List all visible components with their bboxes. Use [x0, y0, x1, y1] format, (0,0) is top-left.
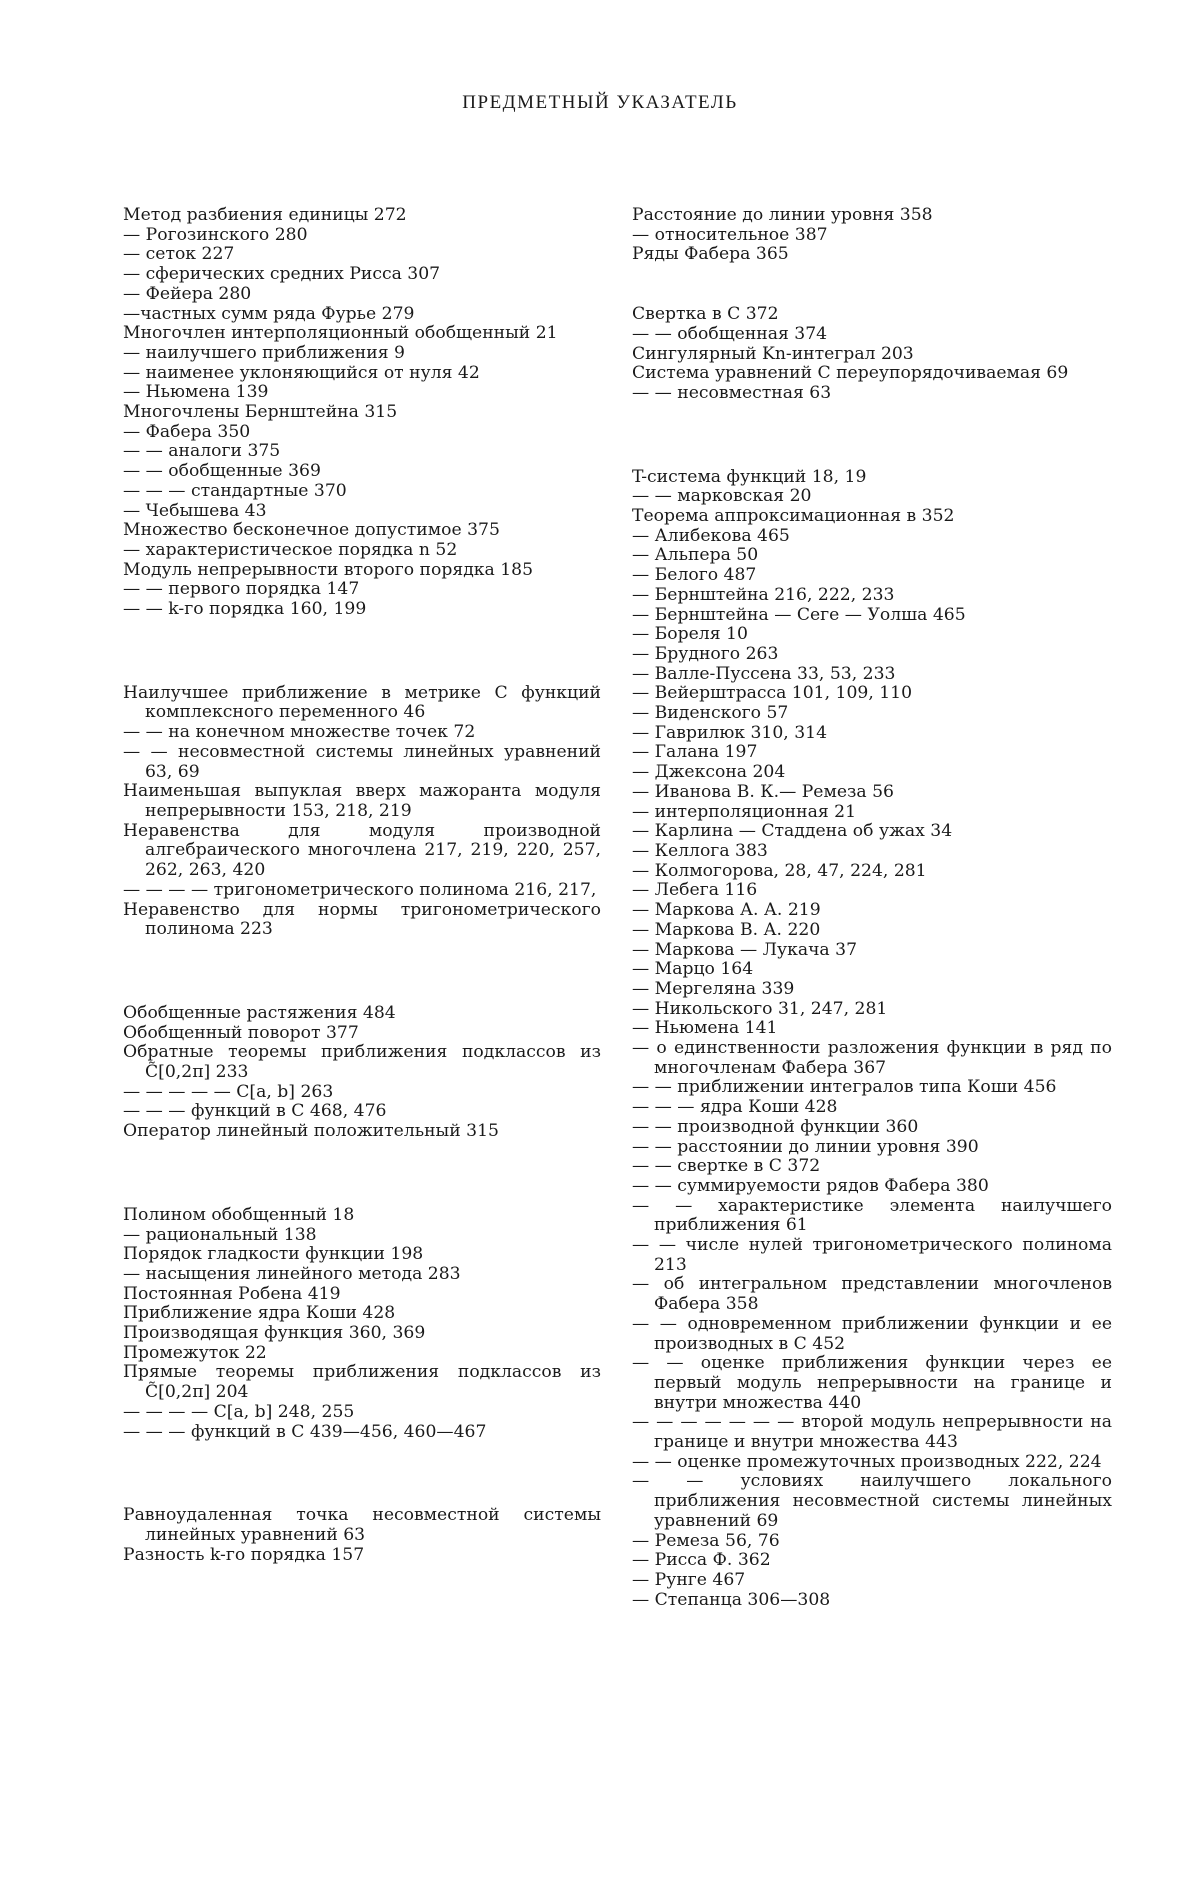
index-entry: — — — функций в C 439—456, 460—467: [123, 1421, 487, 1442]
index-entry: — Джексона 204: [632, 762, 786, 783]
index-entry: — — характеристике элемента наилучшего приближения 61: [632, 1195, 1112, 1236]
index-entry: — Белого 487: [632, 565, 757, 586]
index-entry: — — числе нулей тригонометрического полинома 213: [632, 1235, 1112, 1275]
index-entry: — Ремеза 56, 76: [632, 1530, 780, 1551]
index-entry: Неравенство для нормы тригонометрического полинома 223: [123, 899, 601, 940]
index-entry: — Вейерштрасса 101, 109, 110: [632, 683, 913, 704]
index-entry: — Марцо 164: [632, 959, 754, 980]
index-column-right: [632, 206, 1112, 1674]
index-entry: T-система функций 18, 19: [632, 466, 867, 487]
index-entry: — — приближении интегралов типа Коши 456: [632, 1077, 1057, 1098]
index-entry: — — одновременном приближении функции и ее производных в C 452: [632, 1313, 1112, 1354]
index-entry: — о единственности разложения функции в ряд по многочленам Фабера 367: [632, 1038, 1112, 1078]
index-group-r2: [632, 206, 1112, 265]
index-entry: — Галана 197: [632, 742, 758, 763]
index-entry: — об интегральном представлении многочленов Фабера 358: [632, 1274, 1112, 1315]
index-entry: — Альпера 50: [632, 545, 759, 566]
index-entry: — Чебышева 43: [123, 500, 267, 521]
index-entry: — Гаврилюк 310, 314: [632, 722, 828, 743]
index-entry: — Брудного 263: [632, 643, 779, 664]
index-entry: — Лебега 116: [632, 880, 758, 901]
index-entry: — Рогозинского 280: [123, 224, 308, 245]
index-entry: — — обобщенные 369: [123, 461, 321, 482]
index-entry: Система уравнений C переупорядочиваемая 69: [632, 363, 1069, 384]
index-entry: Наименьшая выпуклая вверх мажоранта модуля непрерывности 153, 218, 219: [123, 781, 601, 821]
index-entry: — насыщения линейного метода 283: [123, 1263, 461, 1284]
index-entry: — Бореля 10: [632, 624, 748, 645]
index-entry: — Келлога 383: [632, 840, 768, 861]
index-entry: Модуль непрерывности второго порядка 185: [123, 559, 534, 580]
index-entry: Наилучшее приближение в метрике C функций комплексного переменного 46: [123, 682, 601, 723]
index-entry: — — — стандартные 370: [123, 480, 347, 501]
index-entry: Постоянная Робена 419: [123, 1283, 341, 1304]
index-entry: Расстояние до линии уровня 358: [632, 205, 933, 225]
index-group-r: [123, 1506, 601, 1565]
index-group-m: [123, 206, 601, 620]
index-entry: — Алибекова 465: [632, 525, 790, 546]
index-entry: Оператор линейный положительный 315: [123, 1121, 499, 1142]
index-entry: Свертка в C 372: [632, 304, 779, 325]
index-entry: — относительное 387: [632, 224, 828, 245]
index-entry: Обратные теоремы приближения подклассов из C̃[0,2π] 233: [123, 1042, 601, 1083]
index-entry: Сингулярный Kn-интеграл 203: [632, 343, 914, 364]
index-entry: — Мергеляна 339: [632, 978, 795, 999]
index-entry: Производящая функция 360, 369: [123, 1323, 426, 1344]
index-entry: — Валле-Пуссена 33, 53, 233: [632, 663, 896, 684]
index-entry: — Фейера 280: [123, 283, 252, 304]
index-group-s: [632, 305, 1112, 404]
index-entry: — наименее уклоняющийся от нуля 42: [123, 362, 480, 383]
index-entry: — — — — — C[a, b] 263: [123, 1081, 334, 1102]
index-entry: — Бернштейна 216, 222, 233: [632, 584, 895, 605]
index-entry: — — — функций в C 468, 476: [123, 1101, 387, 1122]
index-entry: — — обобщенная 374: [632, 323, 828, 344]
index-entry: — — — ядра Коши 428: [632, 1097, 838, 1118]
index-entry: — Рунге 467: [632, 1570, 746, 1590]
index-entry: — — на конечном множестве точек 72: [123, 722, 476, 743]
index-entry: — Маркова В. А. 220: [632, 919, 821, 940]
index-entry: Порядок гладкости функции 198: [123, 1244, 424, 1265]
index-entry: Разность k-го порядка 157: [123, 1544, 365, 1565]
index-entry: — Ньюмена 141: [632, 1018, 778, 1039]
index-entry: — рациональный 138: [123, 1224, 317, 1245]
index-entry: — Колмогорова, 28, 47, 224, 281: [632, 860, 927, 881]
index-entry: — Степанца 306—308: [632, 1589, 831, 1610]
index-group-t: [632, 468, 1112, 1611]
index-group-n: [123, 684, 601, 940]
index-entry: Ряды Фабера 365: [632, 244, 789, 265]
page-title: ПРЕДМЕТНЫЙ УКАЗАТЕЛЬ: [462, 92, 738, 113]
index-entry: Множество бесконечное допустимое 375: [123, 520, 500, 541]
index-entry: — Ньюмена 139: [123, 382, 269, 403]
index-entry: — Бернштейна — Сеге — Уолша 465: [632, 604, 966, 625]
index-entry: — Никольского 31, 247, 281: [632, 998, 888, 1019]
index-entry: Многочлен интерполяционный обобщенный 21: [123, 323, 558, 344]
index-entry: — Фабера 350: [123, 421, 251, 442]
index-entry: — — аналоги 375: [123, 441, 281, 462]
index-entry: — Виденского 57: [632, 703, 789, 724]
index-entry: — — расстоянии до линии уровня 390: [632, 1136, 979, 1157]
index-entry: Прямые теоремы приближения подклассов из C̃[0,2π] 204: [123, 1362, 601, 1403]
index-entry: — сеток 227: [123, 244, 235, 265]
index-entry: — — — — — — — второй модуль непрерывности на границе и внутри множества 443: [632, 1412, 1112, 1453]
index-entry: Обобщенный поворот 377: [123, 1022, 359, 1043]
index-entry: — — оценке промежуточных производных 222, 224: [632, 1451, 1102, 1472]
index-entry: — — первого порядка 147: [123, 579, 360, 600]
index-entry: — — суммируемости рядов Фабера 380: [632, 1175, 989, 1196]
index-entry: Многочлены Бернштейна 315: [123, 402, 398, 423]
index-entry: — — — — C[a, b] 248, 255: [123, 1401, 355, 1422]
index-entry: — Карлина — Стаддена об ужах 34: [632, 821, 953, 842]
index-entry: Обобщенные растяжения 484: [123, 1002, 396, 1023]
index-entry: Приближение ядра Коши 428: [123, 1303, 396, 1324]
index-entry: — характеристическое порядка n 52: [123, 539, 458, 560]
index-entry: — наилучшего приближения 9: [123, 342, 405, 363]
index-entry: — — несовместная 63: [632, 382, 832, 403]
index-entry: — — оценке приближения функции через ее первый модуль непрерывности на границе и внутри множества 440: [632, 1353, 1112, 1413]
index-group-p: [123, 1206, 601, 1442]
index-entry: — — — — тригонометрического полинома 216, 217,: [123, 879, 597, 900]
index-entry: — Маркова — Лукача 37: [632, 939, 858, 960]
index-entry: — Иванова В. К.— Ремеза 56: [632, 781, 894, 802]
index-entry: — — производной функции 360: [632, 1116, 919, 1137]
index-entry: Метод разбиения единицы 272: [123, 205, 407, 225]
index-entry: — сферических средних Рисса 307: [123, 264, 441, 285]
index-column-left: [123, 206, 601, 1605]
index-entry: —частных сумм ряда Фурье 279: [123, 303, 415, 324]
index-entry: — — свертке в C 372: [632, 1156, 821, 1177]
index-entry: Равноудаленная точка несовместной системы линейных уравнений 63: [123, 1505, 601, 1545]
index-entry: Полином обобщенный 18: [123, 1204, 355, 1225]
index-entry: — — k-го порядка 160, 199: [123, 599, 367, 620]
index-entry: — — условиях наилучшего локального приближения несовместной системы линейных уравнений 69: [632, 1471, 1112, 1531]
index-entry: — Рисса Ф. 362: [632, 1550, 771, 1571]
index-entry: Промежуток 22: [123, 1342, 267, 1363]
index-entry: — интерполяционная 21: [632, 801, 856, 822]
index-entry: — — марковская 20: [632, 486, 812, 507]
index-entry: Теорема аппроксимационная в 352: [632, 506, 955, 527]
index-entry: — Маркова А. А. 219: [632, 900, 821, 921]
index-group-o: [123, 1004, 601, 1142]
index-entry: Неравенства для модуля производной алгебраического многочлена 217, 219, 220, 257, 262, 263, 420: [123, 820, 601, 881]
index-entry: — — несовместной системы линейных уравнений 63, 69: [123, 741, 601, 782]
